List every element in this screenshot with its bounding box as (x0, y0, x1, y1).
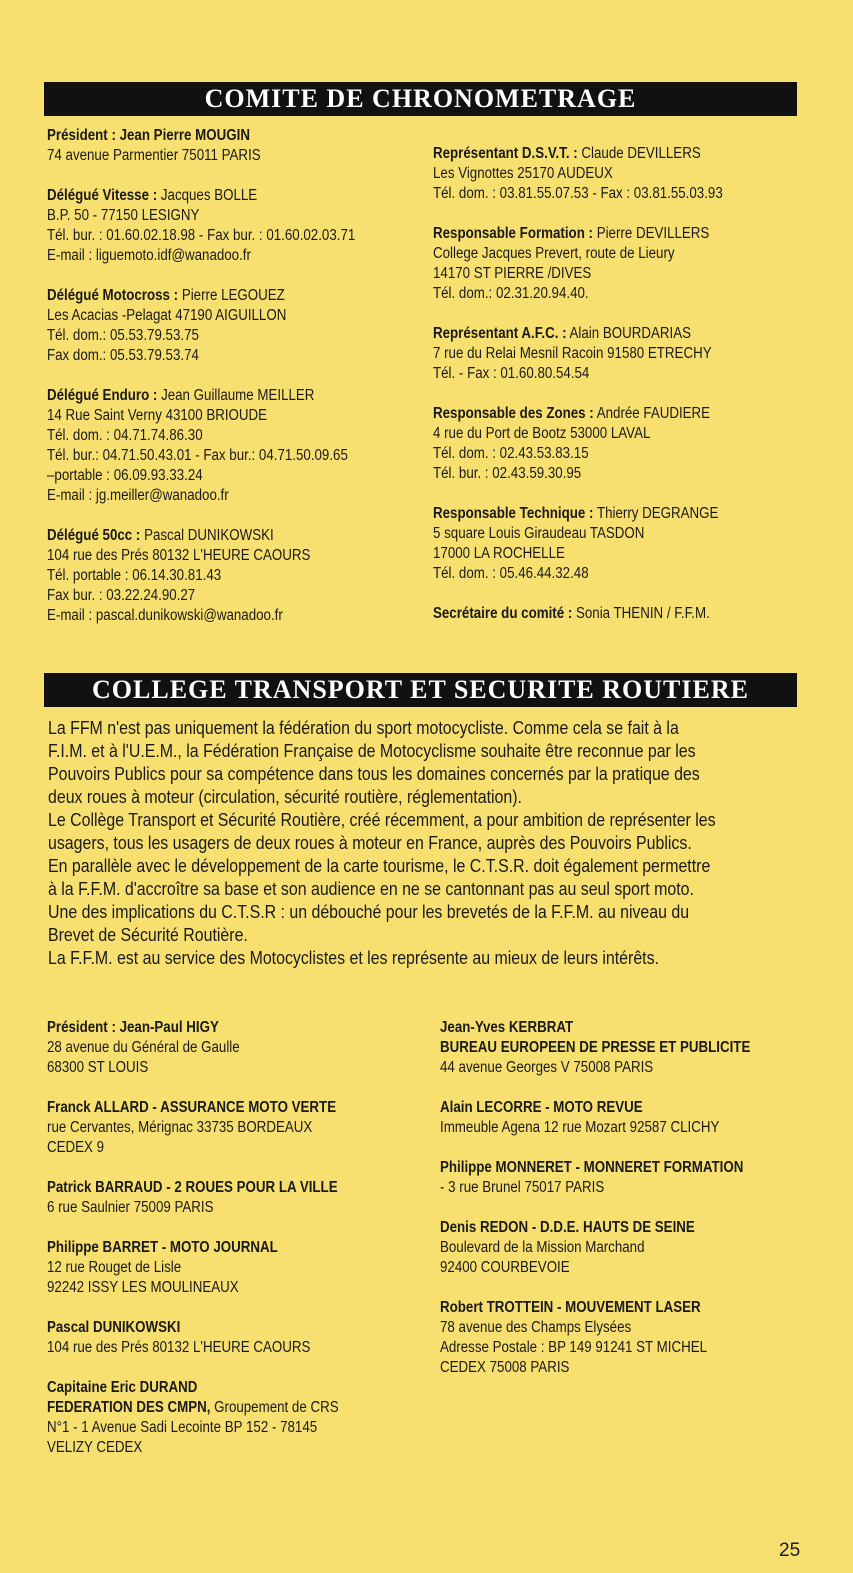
intro-line: Une des implications du C.T.S.R : un débouché pour les brevetés de la F.F.M. au niveau du (48, 901, 690, 922)
contact-line: 4 rue du Port de Bootz 53000 LAVAL (433, 425, 651, 442)
contact-line: Tél. bur.: 04.71.50.43.01 - Fax bur.: 04.71.50.09.65 (47, 447, 348, 464)
page-number: 25 (779, 1540, 801, 1561)
contact-entry (47, 126, 430, 166)
intro-line: à la F.F.M. d'accroître sa base et son audience en ne se cantonnant pas au seul sport moto. (48, 878, 694, 899)
contact-entry (433, 404, 829, 484)
contact-heading: Pascal DUNIKOWSKI (47, 1319, 181, 1336)
contact-line: College Jacques Prevert, route de Lieury (433, 245, 675, 262)
contact-line: 28 avenue du Général de Gaulle (47, 1039, 240, 1056)
intro-line: Le Collège Transport et Sécurité Routière, créé récemment, a pour ambition de représenter les (48, 809, 716, 830)
contact-role-line (47, 386, 430, 406)
contact-line: Tél. - Fax : 01.60.80.54.54 (433, 365, 590, 382)
contact-line: E-mail : pascal.dunikowski@wanadoo.fr (47, 607, 283, 624)
contact-line: –portable : 06.09.93.33.24 (47, 467, 203, 484)
contact-heading: Président : Jean Pierre MOUGIN (47, 127, 250, 144)
contact-line: Tél. bur. : 02.43.59.30.95 (433, 465, 582, 482)
intro-line: usagers, tous les usagers de deux roues à moteur en France, auprès des Pouvoirs Publics. (48, 832, 692, 853)
contact-role-line (433, 224, 829, 244)
intro-line: deux roues à moteur (circulation, sécurité routière, réglementation). (48, 786, 522, 807)
contact-line: 14170 ST PIERRE /DIVES (433, 265, 592, 282)
contact-line: Tél. dom.: 05.53.79.53.75 (47, 327, 199, 344)
contact-line: Fax dom.: 05.53.79.53.74 (47, 347, 199, 364)
contact-line: 7 rue du Relai Mesnil Racoin 91580 ETRECHY (433, 345, 712, 362)
contact-entry (47, 1378, 430, 1458)
contact-role-line (433, 504, 829, 524)
contact-role-line (47, 186, 430, 206)
contact-heading: Patrick BARRAUD - 2 ROUES POUR LA VILLE (47, 1179, 338, 1196)
contact-name: Sonia THENIN / F.F.M. (572, 605, 710, 622)
contact-entry (47, 526, 430, 626)
contact-line: Tél. dom.: 02.31.20.94.40. (433, 285, 589, 302)
contact-line: Tél. dom. : 04.71.74.86.30 (47, 427, 203, 444)
contact-role: Représentant D.S.V.T. : (433, 145, 578, 162)
contact-heading: Capitaine Eric DURAND (47, 1379, 198, 1396)
contact-entry (440, 1098, 836, 1138)
contact-role-line (433, 324, 829, 344)
contact-heading: BUREAU EUROPEEN DE PRESSE ET PUBLICITE (440, 1039, 751, 1056)
contact-line: - 3 rue Brunel 75017 PARIS (440, 1179, 605, 1196)
contact-name: Jean Guillaume MEILLER (157, 387, 315, 404)
contact-line: Immeuble Agena 12 rue Mozart 92587 CLICHY (440, 1119, 720, 1136)
contact-role-line (47, 286, 430, 306)
contact-entry (47, 1238, 430, 1298)
contact-entry (47, 1318, 430, 1358)
contact-role: Représentant A.F.C. : (433, 325, 567, 342)
contact-entry (433, 144, 829, 204)
intro-line: La F.F.M. est au service des Motocyclistes et les représente au mieux de leurs intérêts. (48, 947, 659, 968)
contact-entry (433, 224, 829, 304)
contact-line: Tél. portable : 06.14.30.81.43 (47, 567, 222, 584)
contact-entry (440, 1218, 836, 1278)
contact-heading: Denis REDON - D.D.E. HAUTS DE SEINE (440, 1219, 695, 1236)
college-intro-text (48, 716, 801, 969)
contact-entry (440, 1158, 836, 1198)
contact-role-line (433, 144, 829, 164)
contact-line: 14 Rue Saint Verny 43100 BRIOUDE (47, 407, 268, 424)
contact-heading: Alain LECORRE - MOTO REVUE (440, 1099, 643, 1116)
contact-line: Tél. bur. : 01.60.02.18.98 - Fax bur. : 01.60.02.03.71 (47, 227, 356, 244)
contact-name: Thierry DEGRANGE (593, 505, 719, 522)
contact-role: Délégué Vitesse : (47, 187, 158, 204)
section-title-college: COLLEGE TRANSPORT ET SECURITE ROUTIERE (44, 673, 797, 707)
contact-line: 92242 ISSY LES MOULINEAUX (47, 1279, 239, 1296)
intro-line: Pouvoirs Publics pour sa compétence dans tous les domaines concernés par la pratique des (48, 763, 700, 784)
contact-line: 78 avenue des Champs Elysées (440, 1319, 632, 1336)
contact-role: Secrétaire du comité : (433, 605, 573, 622)
contact-line: rue Cervantes, Mérignac 33735 BORDEAUX (47, 1119, 313, 1136)
contact-role: Responsable des Zones : (433, 405, 594, 422)
contact-line: Les Vignottes 25170 AUDEUX (433, 165, 613, 182)
chronometrage-right-column (433, 144, 829, 644)
contact-line: Les Acacias -Pelagat 47190 AIGUILLON (47, 307, 287, 324)
contact-entry (440, 1298, 836, 1378)
contact-role: Délégué 50cc : (47, 527, 141, 544)
contact-entry (47, 286, 430, 366)
contact-name: Jacques BOLLE (157, 187, 258, 204)
contact-heading: Franck ALLARD - ASSURANCE MOTO VERTE (47, 1099, 337, 1116)
contact-entry (433, 324, 829, 384)
contact-line: 104 rue des Prés 80132 L'HEURE CAOURS (47, 547, 311, 564)
contact-role-line (433, 404, 829, 424)
contact-line: E-mail : jg.meiller@wanadoo.fr (47, 487, 229, 504)
contact-heading: Philippe MONNERET - MONNERET FORMATION (440, 1159, 744, 1176)
contact-name: Alain BOURDARIAS (566, 325, 692, 342)
contact-line: 92400 COURBEVOIE (440, 1259, 570, 1276)
contact-role-line (433, 604, 829, 624)
contact-line: Tél. dom. : 02.43.53.83.15 (433, 445, 589, 462)
contact-entry (47, 1018, 430, 1078)
contact-entry (47, 1178, 430, 1218)
contact-line: 68300 ST LOUIS (47, 1059, 149, 1076)
chronometrage-left-column (47, 126, 430, 646)
contact-name: Pascal DUNIKOWSKI (140, 527, 274, 544)
contact-line: Tél. dom. : 05.46.44.32.48 (433, 565, 589, 582)
contact-entry (433, 504, 829, 584)
contact-role: Responsable Formation : (433, 225, 593, 242)
contact-heading: Philippe BARRET - MOTO JOURNAL (47, 1239, 278, 1256)
intro-line: La FFM n'est pas uniquement la fédération du sport motocycliste. Comme cela se fait à la (48, 717, 679, 738)
contact-role: FEDERATION DES CMPN, (47, 1399, 211, 1416)
contact-heading: Robert TROTTEIN - MOUVEMENT LASER (440, 1299, 701, 1316)
intro-line: Brevet de Sécurité Routière. (48, 924, 248, 945)
contact-line: Adresse Postale : BP 149 91241 ST MICHEL (440, 1339, 708, 1356)
contact-role: Délégué Enduro : (47, 387, 158, 404)
contact-name: Groupement de CRS (210, 1399, 339, 1416)
contact-entry (47, 186, 430, 266)
contact-line: 6 rue Saulnier 75009 PARIS (47, 1199, 214, 1216)
college-left-column (47, 1018, 430, 1478)
contact-heading: Président : Jean-Paul HIGY (47, 1019, 219, 1036)
intro-line: F.I.M. et à l'U.E.M., la Fédération Française de Motocyclisme souhaite être reconnue par les (48, 740, 696, 761)
contact-entry (433, 604, 829, 624)
contact-name: Pierre DEVILLERS (592, 225, 710, 242)
contact-role: Délégué Motocross : (47, 287, 179, 304)
contact-line: N°1 - 1 Avenue Sadi Lecointe BP 152 - 78145 (47, 1419, 318, 1436)
contact-line: CEDEX 9 (47, 1139, 105, 1156)
contact-entry (47, 1098, 430, 1158)
contact-entry (440, 1018, 836, 1078)
contact-line: CEDEX 75008 PARIS (440, 1359, 570, 1376)
contact-line: 104 rue des Prés 80132 L'HEURE CAOURS (47, 1339, 311, 1356)
contact-line: 44 avenue Georges V 75008 PARIS (440, 1059, 654, 1076)
contact-heading: Jean-Yves KERBRAT (440, 1019, 574, 1036)
intro-line: En parallèle avec le développement de la carte tourisme, le C.T.S.R. doit également permettre (48, 855, 711, 876)
contact-line: Fax bur. : 03.22.24.90.27 (47, 587, 196, 604)
contact-line: E-mail : liguemoto.idf@wanadoo.fr (47, 247, 251, 264)
contact-line: B.P. 50 - 77150 LESIGNY (47, 207, 200, 224)
contact-line: 5 square Louis Giraudeau TASDON (433, 525, 645, 542)
section-title-chronometrage: COMITE DE CHRONOMETRAGE (44, 82, 797, 116)
contact-line: Boulevard de la Mission Marchand (440, 1239, 645, 1256)
contact-line: 17000 LA ROCHELLE (433, 545, 565, 562)
contact-role-line (47, 1398, 430, 1418)
college-right-column (440, 1018, 836, 1398)
contact-line: VELIZY CEDEX (47, 1439, 143, 1456)
contact-role: Responsable Technique : (433, 505, 594, 522)
contact-name: Pierre LEGOUEZ (178, 287, 285, 304)
contact-role-line (47, 526, 430, 546)
contact-line: Tél. dom. : 03.81.55.07.53 - Fax : 03.81.55.03.93 (433, 185, 723, 202)
contact-name: Claude DEVILLERS (577, 145, 701, 162)
contact-entry (47, 386, 430, 506)
contact-name: Andrée FAUDIERE (593, 405, 711, 422)
contact-line: 74 avenue Parmentier 75011 PARIS (47, 147, 261, 164)
contact-line: 12 rue Rouget de Lisle (47, 1259, 182, 1276)
